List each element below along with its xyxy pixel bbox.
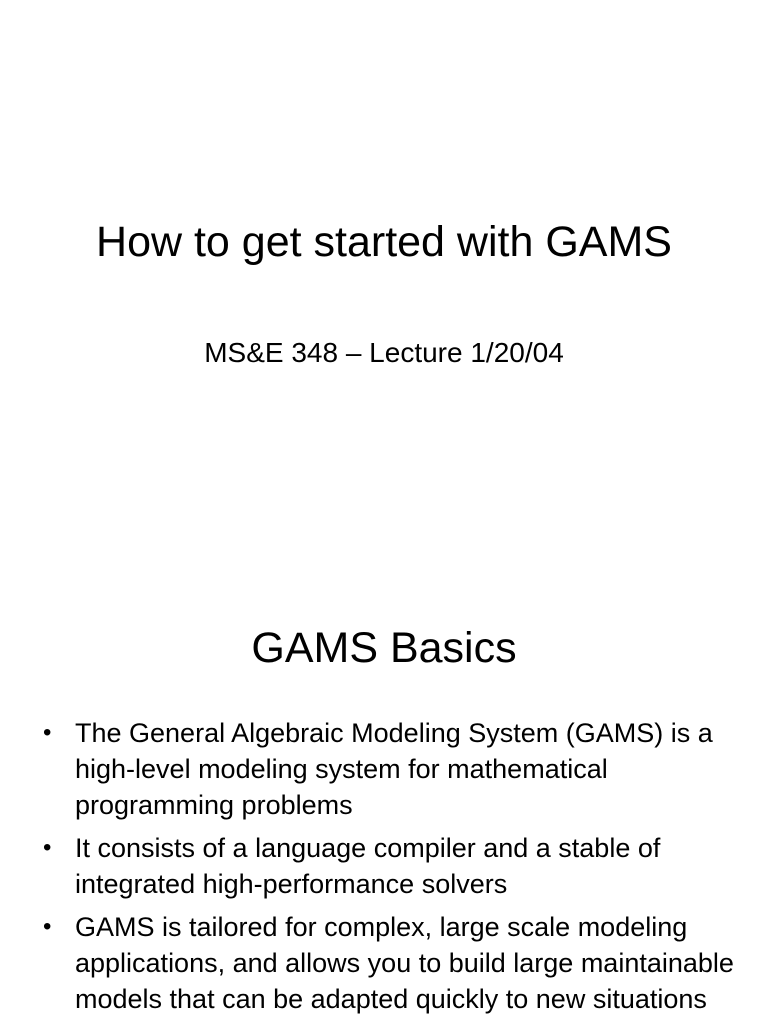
bullet-text: The General Algebraic Modeling System (GAMS) is a high-level modeling system for mathematical programming problems xyxy=(75,718,713,820)
basics-slide xyxy=(0,575,768,1024)
slide-title: How to get started with GAMS xyxy=(96,218,672,266)
bullet-item xyxy=(0,715,768,823)
bullet-item xyxy=(0,909,768,1017)
slide-subtitle: MS&E 348 – Lecture 1/20/04 xyxy=(204,337,564,368)
bullet-list xyxy=(0,715,768,1024)
basics-title: GAMS Basics xyxy=(251,624,517,672)
bullet-dot-icon: • xyxy=(43,719,52,746)
bullet-text: GAMS is tailored for complex, large scale modeling applications, and allows you to build large maintainable models that can be adapted quickly to new situations xyxy=(75,912,734,1014)
bullet-dot-icon: • xyxy=(43,834,52,861)
bullet-item xyxy=(0,830,768,902)
bullet-text: It consists of a language compiler and a stable of integrated high-performance solvers xyxy=(75,833,661,899)
bullet-dot-icon: • xyxy=(43,913,52,940)
